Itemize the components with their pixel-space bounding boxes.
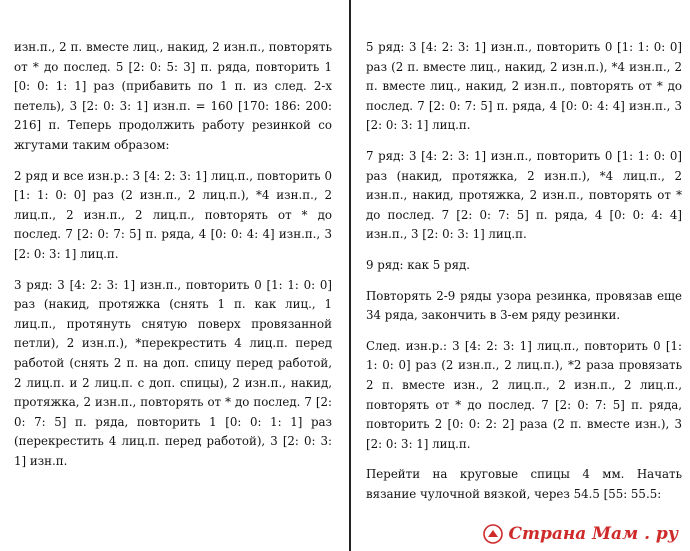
paragraph: изн.п., 2 п. вместе лиц., накид, 2 изн.п., повторять от * до послед. 5 [2: 0: 5: 3] п. ряда, повторить 1 [0: 0: 1: 1] раз (прибавить по 1 п. из след. 2-х петель), 3 [2: 0: 3: 1] изн.п. = 160 [170: 186: 200: 216] п. Теперь продолжить работу резинкой со жгутами таким образом: — [14, 40, 332, 152]
paragraph: 3 ряд: 3 [4: 2: 3: 1] изн.п., повторить 0 [1: 1: 0: 0] раз (накид, протяжка (снять 1 п. как лиц., 1 лиц.п., протянуть снятую поверх провязанной петли), 2 изн.п.), *перекрестить 4 лиц.п. перед работой (снять 2 п. на доп. спицу перед работой, 2 лиц.п. и 2 лиц.п. с доп. спицы), 2 изн.п., накид, протяжка, 2 изн.п., повторять от * до послед. 7 [2: 0: 7: 5] п. ряда, повторить 1 [0: 0: 1: 1] раз (перекрестить 4 лиц.п. перед работой), 3 [2: 0: 3: 1] изн.п. — [14, 277, 332, 468]
stork-logo-icon — [482, 523, 504, 545]
right-column — [366, 38, 682, 515]
left-column — [14, 38, 332, 482]
paragraph: 7 ряд: 3 [4: 2: 3: 1] изн.п., повторить 0 [1: 1: 0: 0] раз (накид, протяжка, 2 изн.п.), *4 лиц.п., 2 изн.п., накид, протяжка, 2 изн.п., повторять от * до послед. 7 [2: 0: 7: 5] п. ряда, 4 [0: 0: 4: 4] изн.п., 3 [2: 0: 3: 1] лиц.п. — [366, 148, 682, 242]
watermark-text: Страна Мам . ру — [508, 524, 678, 544]
paragraph: Перейти на круговые спицы 4 мм. Начать вязание чулочной вязкой, через 54.5 [55: 55.5: — [366, 467, 682, 501]
watermark — [482, 523, 678, 545]
paragraph: 9 ряд: как 5 ряд. — [366, 257, 471, 272]
paragraph: 5 ряд: 3 [4: 2: 3: 1] изн.п., повторить 0 [1: 1: 0: 0] раз (2 п. вместе лиц., накид, 2 изн.п.), *4 изн.п., 2 п. вместе лиц., накид, 2 изн.п., повторять от * до послед. 7 [2: 0: 7: 5] п. ряда, 4 [0: 0: 4: 4] изн.п., 3 [2: 0: 3: 1] лиц.п. — [366, 40, 682, 133]
paragraph: След. изн.р.: 3 [4: 2: 3: 1] лиц.п., повторить 0 [1: 1: 0: 0] раз (2 изн.п., 2 лиц.п.), *2 раза провязать 2 п. вместе изн., 2 лиц.п., 2 изн.п., 2 лиц.п., повторять от * до послед. 7 [2: 0: 7: 5] п. ряда, повторить 2 [0: 0: 2: 2] раза (2 п. вместе изн.), 3 [2: 0: 3: 1] лиц.п. — [366, 338, 682, 451]
column-divider — [349, 0, 351, 551]
paragraph: 2 ряд и все изн.р.: 3 [4: 2: 3: 1] лиц.п., повторить 0 [1: 1: 0: 0] раз (2 изн.п., 2 лиц.п.), *4 изн.п., 2 лиц.п., 2 изн.п., 2 лиц.п., повторять от * до послед. 7 [2: 0: 7: 5] п. ряда, 4 [0: 0: 4: 4] изн.п., 3 [2: 0: 3: 1] лиц.п. — [14, 168, 332, 261]
paragraph: Повторять 2-9 ряды узора резинка, провязав еще 34 ряда, закончить в 3-ем ряду резинки. — [366, 288, 682, 323]
